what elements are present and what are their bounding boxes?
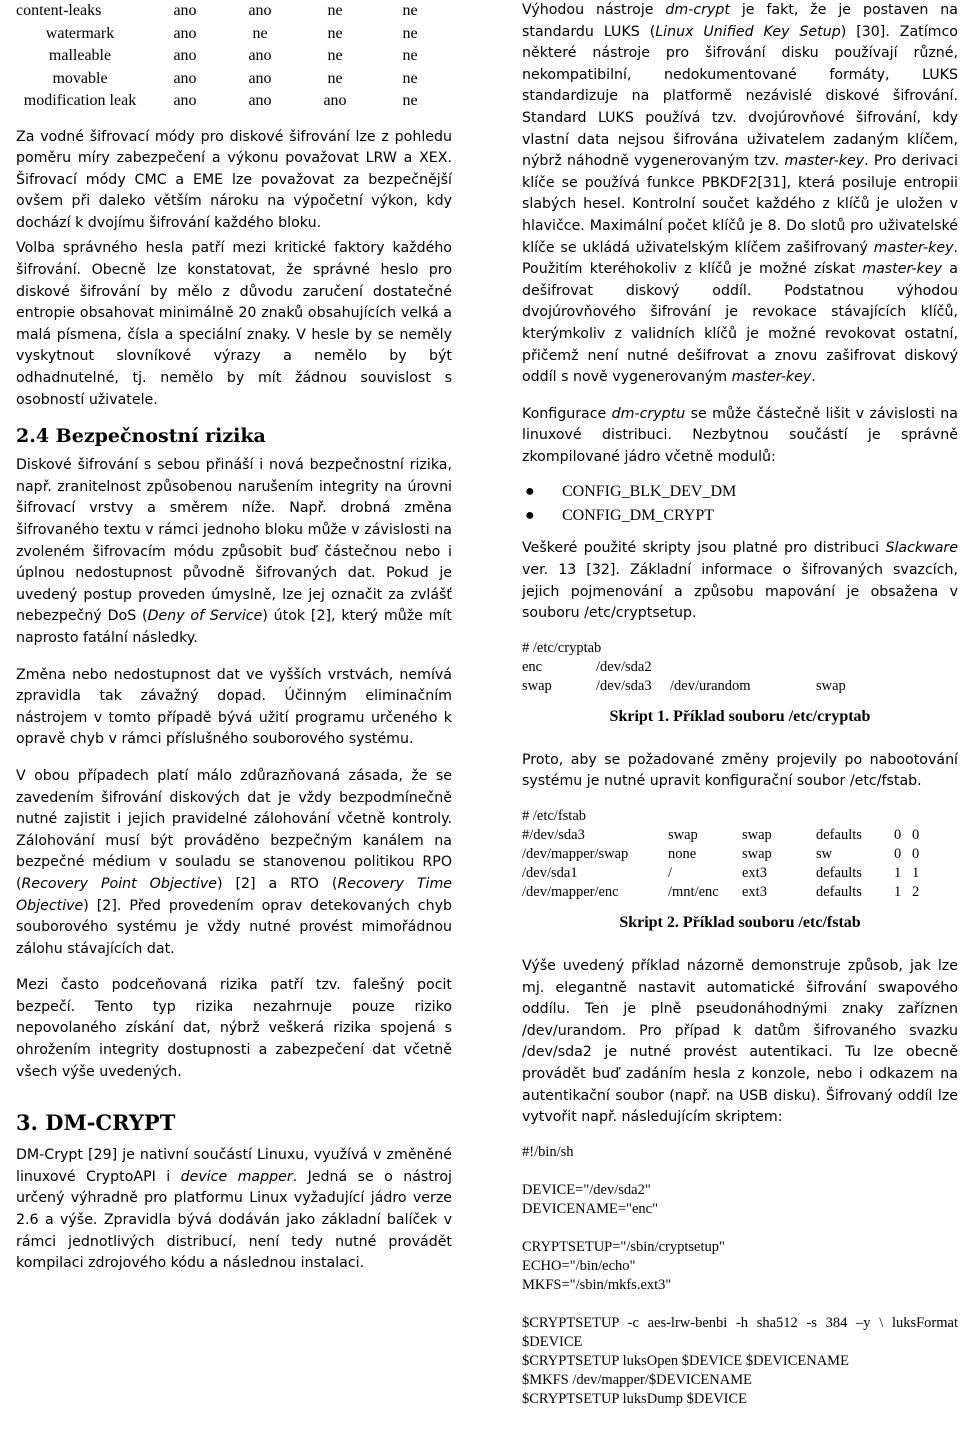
paragraph: Proto, aby se požadované změny projevily po nabootování systému je nutné upravit konfigurační soubor /etc/fstab. xyxy=(522,751,958,790)
code-line: ECHO="/bin/echo" xyxy=(522,1257,636,1274)
code-line: $MKFS /dev/mapper/$DEVICENAME xyxy=(522,1371,752,1388)
crypttab-script xyxy=(522,639,958,696)
code-line: $CRYPTSETUP luksDump $DEVICE xyxy=(522,1390,748,1407)
paragraph: Konfigurace dm-cryptu se může částečně lišit v závislosti na linuxové distribuci. Nezbytnou součástí je správně zkompilované jádro včetně modulů: xyxy=(522,405,958,465)
table-row: movable ano ano ne ne xyxy=(52,69,418,87)
table-row: malleable ano ano ne ne xyxy=(48,47,418,64)
table-row: content-leaks ano ano ne ne xyxy=(16,2,418,19)
list-item: ● CONFIG_BLK_DEV_DM xyxy=(522,480,958,504)
code-line: $CRYPTSETUP luksOpen $DEVICE $DEVICENAME xyxy=(522,1352,849,1369)
chapter-heading: 3. DM-CRYPT xyxy=(16,1110,176,1136)
script-caption: Skript 1. Příklad souboru /etc/cryptab xyxy=(609,707,871,725)
paragraph: Diskové šifrování s sebou přináší i nová bezpečnostní rizika, např. zranitelnost způsobenou narušením integrity na úrovni šifrovací vrstvy a směrem níže. Např. drobná změna šifrovaného textu v rámci jednoho bloku může v závislosti na zvoleném šifrovacím módu způsobit buď částečnou nebo i úplnou nedostupnost původně šifrovaných dat. Pokud je uvedený postup proveden úmyslně, lze jej označit za zvlášť nebezpečný DoS (Deny of Service) útok [2], který může mít naprosto fatální následky. xyxy=(16,457,452,646)
bullet-icon: ● xyxy=(525,483,535,501)
code-row: enc /dev/sda2 xyxy=(522,658,652,675)
code-line: DEVICE="/dev/sda2" xyxy=(522,1181,651,1198)
code-line: DEVICENAME="enc" xyxy=(522,1200,658,1217)
code-comment: # /etc/fstab xyxy=(522,808,587,825)
paragraph: Za vodné šifrovací módy pro diskové šifrování lze z pohledu poměru míry zabezpečení a výkonu považovat LRW a XEX. Šifrovací módy CMC a EME lze považovat za bezpečnější ovšem při daleko větším nároku na výpočetní výkon, kdy dochází k dvojímu šifrování každého bloku. xyxy=(16,128,452,231)
paragraph: Výše uvedený příklad názorně demonstruje způsob, jak lze mj. elegantně nastavit automatické šifrování swapového oddílu. Ten je plně pseudonáhodnými znaky zaříznen /dev/urandom. Pro případ k datům šifrovaného svazku /dev/sda2 je nutné provést autentikaci. Tu lze obecně provádět buď zadáním hesla z konzole, nebo i odkazem na autentikační soubor (např. na USB disku). Šifrovaný oddíl lze vytvořit např. následujícím skriptem: xyxy=(522,958,958,1126)
code-row: /dev/sda1 / ext3 defaults 1 1 xyxy=(522,865,920,882)
paragraph: DM-Crypt [29] je nativní součástí Linuxu, využívá v změněné linuxové CryptoAPI i device mapper. Jedná se o nástroj určený výhradně pro platformu Linux vyžadující jádro verze 2.6 a výše. Zpravidla bývá dodáván jako základní balíček v rámci jednotlivých distribucí, není tedy nutné provádět kompilaci zdrojového kódu a následnou instalaci. xyxy=(16,1147,452,1272)
fstab-script xyxy=(522,807,958,902)
code-row: swap /dev/sda3 /dev/urandom swap xyxy=(522,677,846,694)
module-list xyxy=(522,480,958,528)
list-item: ● CONFIG_DM_CRYPT xyxy=(522,504,958,528)
table-row: watermark ano ne ne ne xyxy=(45,24,418,42)
paragraph: Mezi často podceňovaná rizika patří tzv. falešný pocit bezpečí. Tento typ rizika nezahrnuje pouze riziko nepovolaného získání dat, nýbrž veškerá rizika spojená s ohrožením integrity dostupnosti a zabezpečení dat včetně všech výše uvedených. xyxy=(16,977,452,1080)
code-line: $CRYPTSETUP -c aes-lrw-benbi -h sha512 -s 384 –y \ luksFormat $DEVICE xyxy=(522,1314,958,1350)
code-row: #/dev/sda3 swap swap defaults 0 0 xyxy=(522,827,920,844)
code-row: /dev/mapper/enc /mnt/enc ext3 defaults 1 2 xyxy=(522,884,920,901)
code-line: CRYPTSETUP="/sbin/cryptsetup" xyxy=(522,1238,725,1255)
paragraph: Výhodou nástroje dm-crypt je fakt, že je postaven na standardu LUKS (Linux Unified Key Setup) [30]. Zatímco některé nástroje pro šifrování disku používají různé, nekompatibilní, nedokumentované formáty, LUKS standardizuje na platformě nezávislé diskové šifrování. Standard LUKS používá tzv. dvojúrovňové šifrování, kdy vlastní data nejsou šifrována uživatelem zadaným klíčem, nýbrž náhodně vygenerovaným tzv. master-key. Pro derivaci klíče se používá funkce PBKDF2[31], která posiluje entropii slabých hesel. Kontrolní součet každého z klíčů je uložen v hlavičce. Maximální počet klíčů je 8. Do slotů pro uživatelské klíče se ukládá uživatelským klíčem zašifrovaný master-key. Použitím kteréhokoliv z klíčů je možné získat master-key a dešifrovat diskový oddíl. Podstatnou výhodou dvojúrovňového šifrování je revokace stávajících klíčů, kterýmkoliv z validních klíčů je možné revokovat ostatní, přičemž není nutné dešifrovat a znovu zašifrovat diskový oddíl s nově vygenerovaným master-key. xyxy=(522,2,958,386)
right-column xyxy=(522,0,958,1409)
bullet-icon: ● xyxy=(525,507,535,525)
paragraph: Volba správného hesla patří mezi kritické faktory každého šifrování. Obecně lze konstatovat, že správné heslo pro diskové šifrování by mělo z důvodu zaručení dostatečné entropie obsahovat minimálně 20 znaků obsahujících velká a malá písmena, čísla a speciální znaky. V hesle by se neměly vyskytnout slovníkové výrazy a nemělo by být odhadnutelné, tj. nemělo by mít žádnou souvislost s osobností uživatele. xyxy=(16,240,452,408)
code-line: MKFS="/sbin/mkfs.ext3" xyxy=(522,1276,672,1293)
mode-comparison-table xyxy=(16,0,444,113)
code-row: /dev/mapper/swap none swap sw 0 0 xyxy=(522,846,920,863)
code-comment: # /etc/cryptab xyxy=(522,639,602,656)
section-heading: 2.4 Bezpečnostní rizika xyxy=(16,425,266,448)
script-caption: Skript 2. Příklad souboru /etc/fstab xyxy=(619,914,861,932)
paragraph: V obou případech platí málo zdůrazňovaná zásada, že se zavedením šifrování diskových dat je vždy bezpodmínečně nutné zajistit i jejich pravidelné zálohování včetně kontroly. Zálohování musí být prováděno bezpečným kanálem na bezpečné médium v souladu se stanovenou politikou RPO (Recovery Point Objective) [2] a RTO (Recovery Time Objective) [2]. Před provedením oprav detekovaných chyb souborového systému je vždy nutné provést mimořádnou zálohu stávajících dat. xyxy=(16,767,453,957)
code-line: #!/bin/sh xyxy=(522,1143,574,1160)
left-column xyxy=(16,0,452,1275)
shell-script xyxy=(522,1143,958,1409)
paragraph: Veškeré použité skripty jsou platné pro distribuci Slackware ver. 13 [32]. Základní informace o šifrovaných svazcích, jejich pojmenování a způsobu mapování je obsažena v souboru /etc/cryptsetup. xyxy=(522,540,958,622)
table-row: modification leak ano ano ano ne xyxy=(23,92,418,109)
paragraph: Změna nebo nedostupnost dat ve vyšších vrstvách, nemívá zpravidla tak závažný dopad. Účinným eliminačním nástrojem v tomto případě bývá užití programu určeného k opravě chyb v rámci příslušného souborového systému. xyxy=(16,666,452,748)
